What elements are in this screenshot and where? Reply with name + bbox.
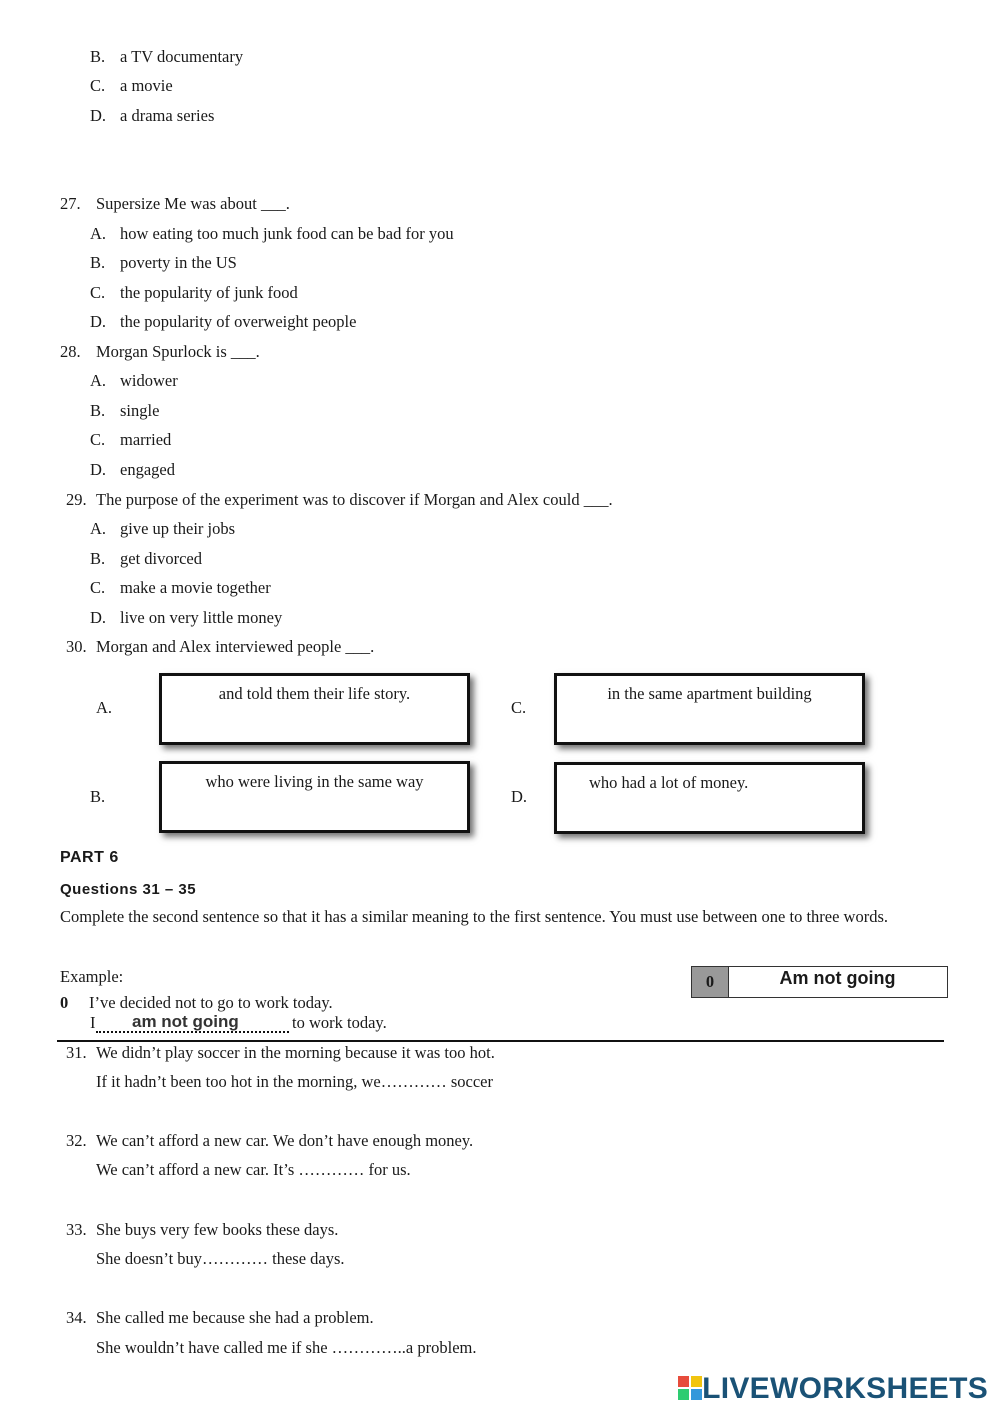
q30-option-a-box[interactable] [159,673,470,745]
question-first-sentence: We didn’t play soccer in the morning because it was too hot. [96,1043,495,1062]
question-text: Morgan Spurlock is ___. [96,342,260,361]
option-letter: A. [90,519,107,538]
q26-option-d [90,106,215,126]
option-text: how eating too much junk food can be bad for you [120,224,454,243]
option-text: a TV documentary [120,47,244,66]
q29-option-c[interactable] [90,578,271,598]
q30-option-c-box[interactable] [554,673,865,745]
q28-option-a[interactable] [90,371,178,391]
option-letter: D. [90,106,107,125]
q30-letter-a: A. [96,698,113,717]
option-letter: C. [90,578,106,597]
answer-number: 0 [692,967,729,997]
question-27 [60,194,290,214]
option-letter: B. [90,549,106,568]
option-text: who were living in the same way [205,772,424,791]
question-number: 30. [66,637,87,656]
option-text: married [120,430,172,449]
option-text: get divorced [120,549,203,568]
q30-letter-b: B. [90,787,106,806]
option-text: widower [120,371,178,390]
question-34-second[interactable]: She wouldn’t have called me if she …………..a problem. [96,1338,477,1357]
option-text: poverty in the US [120,253,237,272]
q28-option-d[interactable] [90,460,175,480]
option-text: engaged [120,460,175,479]
part6-title: PART 6 [60,849,119,866]
example-answer-box [691,966,948,998]
question-number: 28. [60,342,81,361]
q28-option-b[interactable] [90,401,160,421]
option-text: make a movie together [120,578,271,597]
q30-option-b-box[interactable] [159,761,470,833]
q30-letter-d: D. [511,787,528,806]
option-letter: A. [90,224,107,243]
q30-option-d-box[interactable] [554,762,865,834]
option-text: a drama series [120,106,215,125]
question-number: 32. [66,1131,87,1150]
part6-instruction: Complete the second sentence so that it has a similar meaning to the first sentence. You must use between one to three words. [60,907,889,926]
example-label: Example: [60,967,124,986]
question-34 [66,1308,374,1328]
option-text: the popularity of overweight people [120,312,357,331]
q27-option-b[interactable] [90,253,237,273]
part6-questions-label: Questions 31 – 35 [60,881,197,898]
question-30 [66,637,375,657]
question-text: The purpose of the experiment was to discover if Morgan and Alex could ___. [96,490,613,509]
option-letter: C. [90,430,106,449]
question-number: 27. [60,194,81,213]
q29-option-b[interactable] [90,549,203,569]
example-sentence: I’ve decided not to go to work today. [89,993,333,1012]
liveworksheets-logo-icon [678,1376,702,1400]
question-number: 34. [66,1308,87,1327]
option-letter: D. [90,312,107,331]
q29-option-d[interactable] [90,608,283,628]
question-number: 31. [66,1043,87,1062]
q28-option-c[interactable] [90,430,172,450]
option-text: give up their jobs [120,519,236,538]
option-text: a movie [120,76,173,95]
q30-letter-c: C. [511,698,527,717]
q27-option-a[interactable] [90,224,454,244]
liveworksheets-logo[interactable]: LIVEWORKSHEETS [702,1372,988,1405]
question-first-sentence: We can’t afford a new car. We don’t have enough money. [96,1131,474,1150]
option-text: who had a lot of money. [589,773,749,792]
example-number: 0 [60,993,69,1012]
question-32 [66,1131,474,1151]
option-letter: D. [90,460,107,479]
option-text: in the same apartment building [607,684,812,703]
question-first-sentence: She buys very few books these days. [96,1220,339,1239]
question-29 [66,490,613,510]
q27-option-c[interactable] [90,283,298,303]
question-33-second[interactable]: She doesn’t buy………… these days. [96,1249,345,1268]
option-letter: A. [90,371,107,390]
divider-rule [57,1040,944,1042]
q26-option-b [90,47,244,67]
option-letter: D. [90,608,107,627]
option-letter: B. [90,401,106,420]
q27-option-d[interactable] [90,312,357,332]
question-28 [60,342,260,362]
option-text: live on very little money [120,608,283,627]
question-text: Supersize Me was about ___. [96,194,290,213]
option-text: and told them their life story. [218,684,411,703]
q29-option-a[interactable] [90,519,236,539]
option-letter: C. [90,283,106,302]
question-32-second[interactable]: We can’t afford a new car. It’s ………… for us. [96,1160,411,1179]
answer-text: Am not going [779,968,896,988]
option-letter: C. [90,76,106,95]
option-letter: B. [90,47,106,66]
question-31 [66,1043,495,1063]
question-first-sentence: She called me because she had a problem. [96,1308,374,1327]
example-fill: am not going [132,1012,239,1031]
option-text: single [120,401,160,420]
question-33 [66,1220,339,1240]
example-end: to work today. [292,1013,387,1032]
option-text: the popularity of junk food [120,283,298,302]
question-31-second[interactable]: If it hadn’t been too hot in the morning, we………… soccer [96,1072,493,1091]
example-start: I [90,1013,96,1032]
question-number: 29. [66,490,87,509]
option-letter: B. [90,253,106,272]
q26-option-c [90,76,173,96]
question-number: 33. [66,1220,87,1239]
question-text: Morgan and Alex interviewed people ___. [96,637,375,656]
